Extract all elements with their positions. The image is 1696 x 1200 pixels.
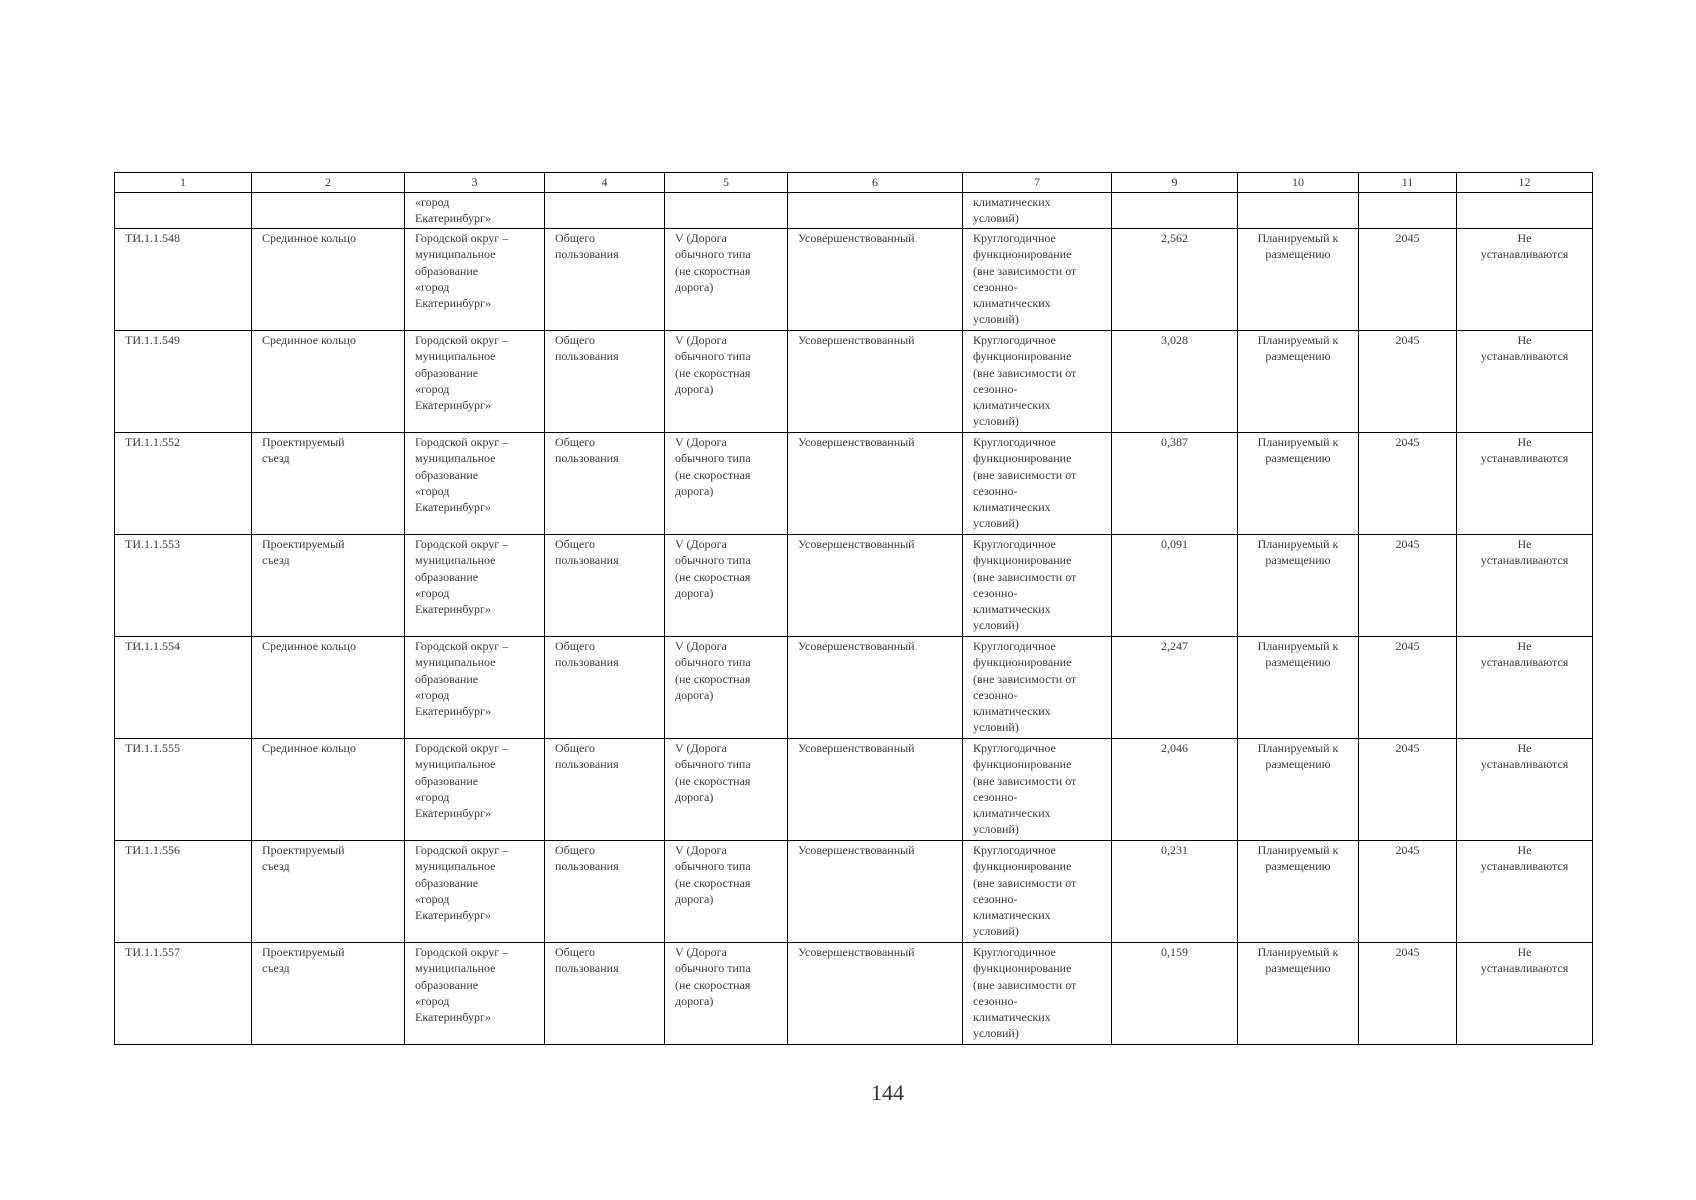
column-header-12: 12 [1457,173,1593,193]
column-header-10: 10 [1238,173,1359,193]
table-cell: Городской округ – муниципальное образование «город Екатеринбург» [405,229,545,331]
table-cell: Усовершенствованный [788,433,963,535]
table-cell: Проектируемый съезд [252,535,405,637]
table-cell [665,193,788,229]
column-header-4: 4 [545,173,665,193]
table-cell: 2045 [1359,637,1457,739]
table-cell [1359,193,1457,229]
table-cell: V (Дорога обычного типа (не скоростная дорога) [665,739,788,841]
table-cell: V (Дорога обычного типа (не скоростная дорога) [665,841,788,943]
table-cell: климатических условий) [963,193,1112,229]
table-cell: V (Дорога обычного типа (не скоростная дорога) [665,637,788,739]
table-cell: ТИ.1.1.554 [115,637,252,739]
table-cell [1238,193,1359,229]
page-number: 144 [871,1080,904,1105]
table-cell: Усовершенствованный [788,841,963,943]
table-cell: Круглогодичное функционирование (вне зависимости от сезонно- климатических условий) [963,637,1112,739]
table-cell: 2045 [1359,433,1457,535]
table-cell: ТИ.1.1.548 [115,229,252,331]
table-cell: Не устанавливаются [1457,535,1593,637]
table-body [115,193,1593,1045]
table-cell: Планируемый к размещению [1238,739,1359,841]
data-table [114,172,1593,1045]
table-cell: 2045 [1359,229,1457,331]
table-cell: Круглогодичное функционирование (вне зависимости от сезонно- климатических условий) [963,943,1112,1045]
column-header-3: 3 [405,173,545,193]
table-cell: 0,387 [1112,433,1238,535]
table-cell: Общего пользования [545,229,665,331]
table-cell: Общего пользования [545,841,665,943]
table-cell: Городской округ – муниципальное образование «город Екатеринбург» [405,331,545,433]
table-row [115,331,1593,433]
table-cell: Усовершенствованный [788,943,963,1045]
table-cell: Круглогодичное функционирование (вне зависимости от сезонно- климатических условий) [963,535,1112,637]
table-cell: Круглогодичное функционирование (вне зависимости от сезонно- климатических условий) [963,433,1112,535]
table-cell: 2,046 [1112,739,1238,841]
table-cell: Городской округ – муниципальное образование «город Екатеринбург» [405,739,545,841]
table-cell: Городской округ – муниципальное образование «город Екатеринбург» [405,433,545,535]
table-cell: Не устанавливаются [1457,433,1593,535]
table-cell: 0,231 [1112,841,1238,943]
table-cell: Не устанавливаются [1457,739,1593,841]
table-cell: Усовершенствованный [788,739,963,841]
table-cell: Планируемый к размещению [1238,637,1359,739]
table-cell: Не устанавливаются [1457,229,1593,331]
table-row [115,637,1593,739]
table-cell: ТИ.1.1.552 [115,433,252,535]
table-cell: V (Дорога обычного типа (не скоростная дорога) [665,943,788,1045]
table-cell: ТИ.1.1.549 [115,331,252,433]
table-cell: «город Екатеринбург» [405,193,545,229]
table-cell: Общего пользования [545,943,665,1045]
table-cell: 0,159 [1112,943,1238,1045]
table-cell: 3,028 [1112,331,1238,433]
table-cell: Не устанавливаются [1457,943,1593,1045]
table-cell: 2045 [1359,535,1457,637]
column-header-6: 6 [788,173,963,193]
table-cell: Планируемый к размещению [1238,943,1359,1045]
table-row [115,535,1593,637]
table-cell: Планируемый к размещению [1238,841,1359,943]
table-cell: V (Дорога обычного типа (не скоростная дорога) [665,229,788,331]
table-cell [545,193,665,229]
table-cell: Усовершенствованный [788,229,963,331]
table-cell: Не устанавливаются [1457,331,1593,433]
table-cell: Планируемый к размещению [1238,535,1359,637]
table-cell: Планируемый к размещению [1238,433,1359,535]
table-cell: Усовершенствованный [788,535,963,637]
table-cell [788,193,963,229]
table-cell: 2045 [1359,739,1457,841]
table-cell: V (Дорога обычного типа (не скоростная дорога) [665,433,788,535]
table-cell: Срединное кольцо [252,229,405,331]
table-cell: Городской округ – муниципальное образование «город Екатеринбург» [405,637,545,739]
table-row [115,433,1593,535]
table-row [115,841,1593,943]
table-cell: Общего пользования [545,433,665,535]
column-header-1: 1 [115,173,252,193]
table-row [115,943,1593,1045]
table-cell: 2,247 [1112,637,1238,739]
table-cell [1112,193,1238,229]
table-cell: Проектируемый съезд [252,433,405,535]
table-cell: 2,562 [1112,229,1238,331]
table-cell: 0,091 [1112,535,1238,637]
column-header-2: 2 [252,173,405,193]
table-cell: Усовершенствованный [788,637,963,739]
table-cell: 2045 [1359,331,1457,433]
table-cell: Общего пользования [545,331,665,433]
table-cell: Проектируемый съезд [252,841,405,943]
table-cell: Городской округ – муниципальное образование «город Екатеринбург» [405,841,545,943]
table-cell: ТИ.1.1.557 [115,943,252,1045]
column-header-9: 9 [1112,173,1238,193]
column-header-11: 11 [1359,173,1457,193]
table-cell [1457,193,1593,229]
table-cell: ТИ.1.1.555 [115,739,252,841]
table-cell: 2045 [1359,841,1457,943]
table-cell: V (Дорога обычного типа (не скоростная дорога) [665,535,788,637]
table-cell: Городской округ – муниципальное образование «город Екатеринбург» [405,943,545,1045]
table-cell: Срединное кольцо [252,739,405,841]
table-cell: ТИ.1.1.556 [115,841,252,943]
table-cell: Планируемый к размещению [1238,229,1359,331]
column-header-5: 5 [665,173,788,193]
table-cell: Срединное кольцо [252,637,405,739]
table-cell: Усовершенствованный [788,331,963,433]
table-cell: 2045 [1359,943,1457,1045]
table-cell: Общего пользования [545,739,665,841]
column-header-7: 7 [963,173,1112,193]
continuation-row [115,193,1593,229]
table-cell: V (Дорога обычного типа (не скоростная дорога) [665,331,788,433]
table-cell: Городской округ – муниципальное образование «город Екатеринбург» [405,535,545,637]
table-cell: Планируемый к размещению [1238,331,1359,433]
table-cell: Круглогодичное функционирование (вне зависимости от сезонно- климатических условий) [963,841,1112,943]
table-cell: ТИ.1.1.553 [115,535,252,637]
table-cell: Круглогодичное функционирование (вне зависимости от сезонно- климатических условий) [963,331,1112,433]
table-cell: Проектируемый съезд [252,943,405,1045]
table-cell [252,193,405,229]
table-cell: Общего пользования [545,535,665,637]
table-row [115,739,1593,841]
table-cell: Круглогодичное функционирование (вне зависимости от сезонно- климатических условий) [963,229,1112,331]
table-cell [115,193,252,229]
table-header [115,173,1593,193]
table-row [115,229,1593,331]
table-cell: Не устанавливаются [1457,637,1593,739]
header-row [115,173,1593,193]
table-cell: Не устанавливаются [1457,841,1593,943]
table-cell: Срединное кольцо [252,331,405,433]
table-cell: Круглогодичное функционирование (вне зависимости от сезонно- климатических условий) [963,739,1112,841]
table-cell: Общего пользования [545,637,665,739]
